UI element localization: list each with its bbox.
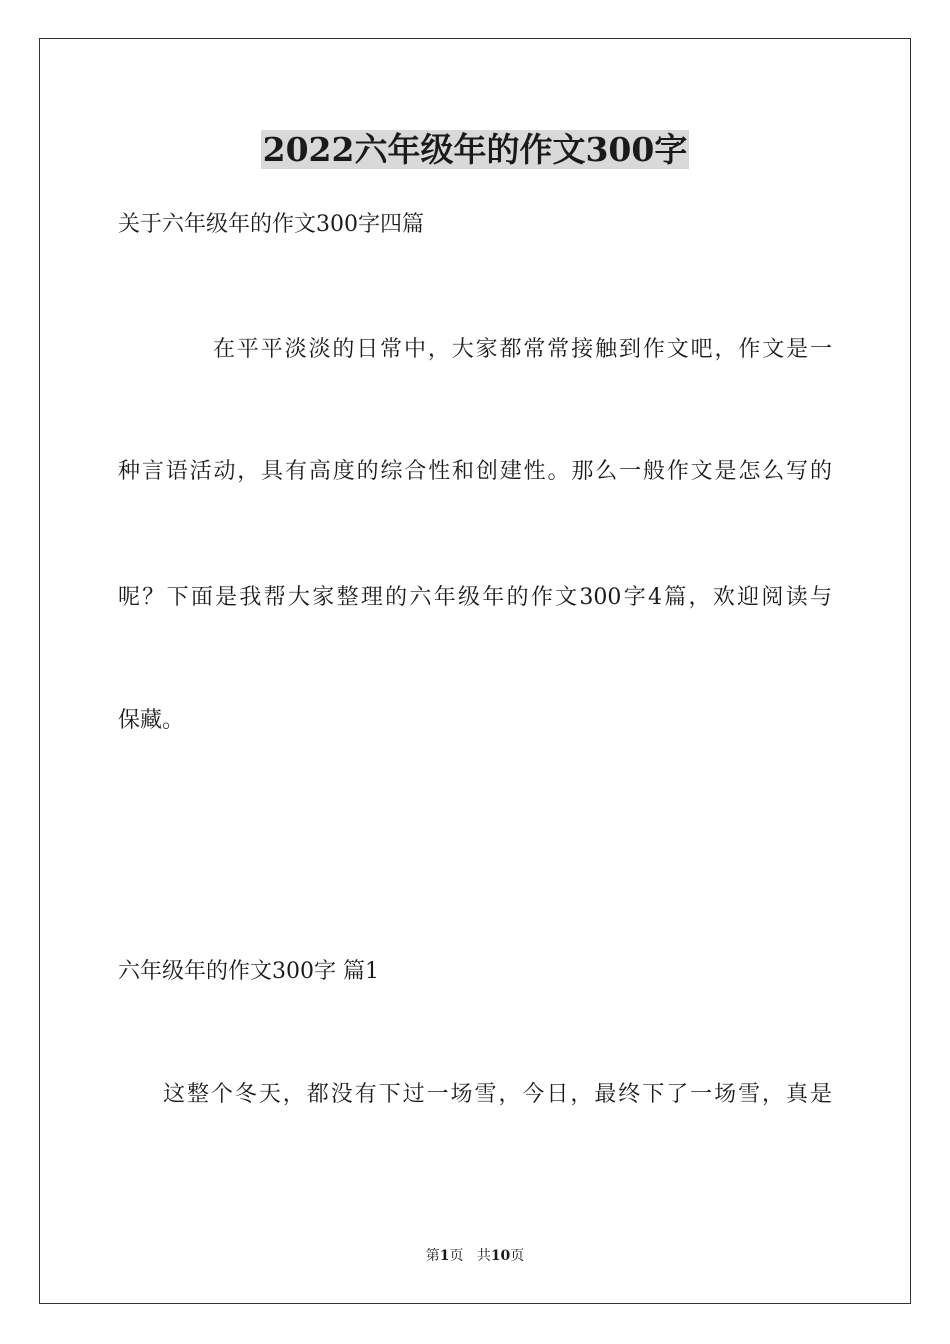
- document-title-text: 2022六年级年的作文300字: [262, 130, 688, 169]
- intro-line-2: 种言语活动，具有高度的综合性和创建性。那么一般作文是怎么写的: [118, 459, 832, 484]
- page-footer: [0, 1246, 950, 1266]
- footer-total-pages: 10: [490, 1248, 511, 1264]
- footer-page-number: 1: [439, 1248, 450, 1264]
- intro-line-3: 呢？下面是我帮大家整理的六年级年的作文300字4篇，欢迎阅读与: [118, 585, 832, 610]
- document-subtitle: 关于六年级年的作文300字四篇: [118, 212, 424, 237]
- document-title: [0, 128, 950, 172]
- intro-line-1: 在平平淡淡的日常中，大家都常常接触到作文吧，作文是一: [213, 337, 832, 362]
- footer-page-prefix: 第: [425, 1248, 440, 1264]
- section-line-1: 这整个冬天，都没有下过一场雪，今日，最终下了一场雪，真是: [163, 1082, 832, 1107]
- footer-page-suffix: 页: [449, 1248, 464, 1264]
- intro-line-4: 保藏。: [118, 708, 185, 733]
- section-heading: 六年级年的作文300字 篇1: [118, 959, 379, 984]
- footer-total-prefix: 共: [476, 1248, 491, 1264]
- footer-total-suffix: 页: [510, 1248, 525, 1264]
